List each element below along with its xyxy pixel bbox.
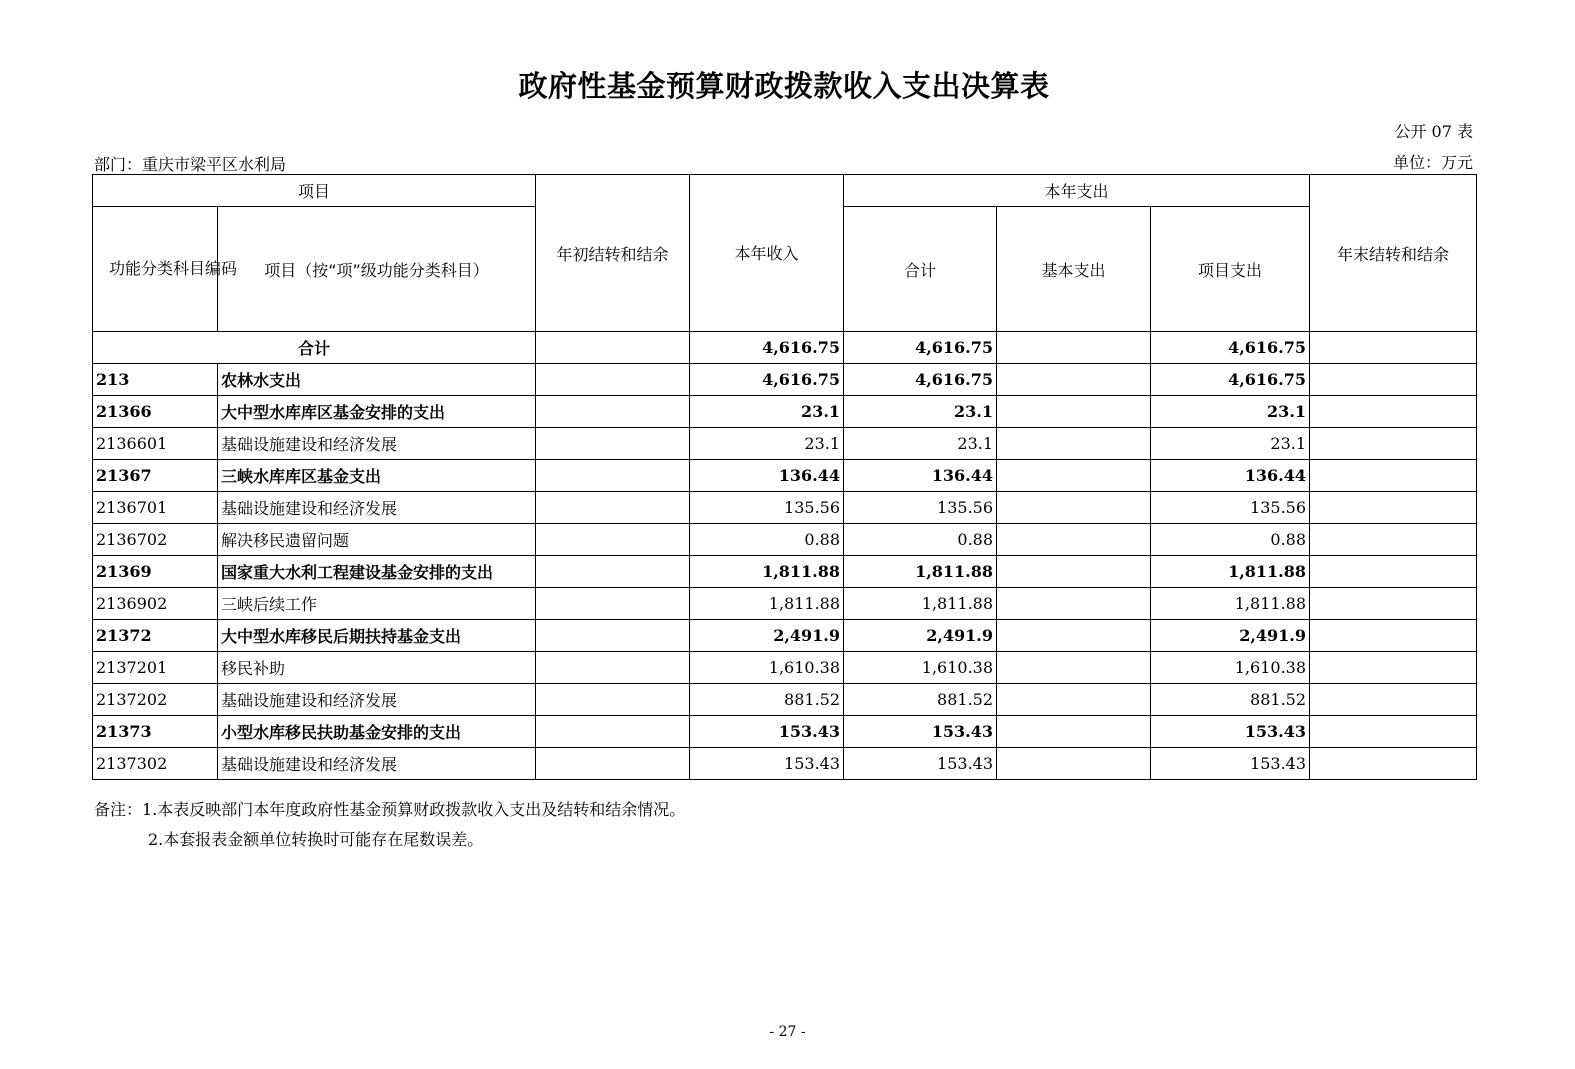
row-basic-expense — [997, 588, 1151, 620]
row-expense-total: 153.43 — [844, 748, 997, 780]
row-expense-total: 136.44 — [844, 460, 997, 492]
row-expense-total: 1,811.88 — [844, 588, 997, 620]
row-expense-total: 1,610.38 — [844, 652, 997, 684]
header-income: 本年收入 — [690, 175, 844, 332]
row-income: 1,811.88 — [690, 588, 844, 620]
row-code: 2136702 — [93, 524, 218, 556]
header-func-code: 功能分类科目编码 — [93, 207, 218, 332]
row-code: 2137201 — [93, 652, 218, 684]
row-name: 基础设施建设和经济发展 — [218, 684, 536, 716]
row-income: 1,811.88 — [690, 556, 844, 588]
row-project-expense: 1,811.88 — [1151, 588, 1310, 620]
row-name: 三峡后续工作 — [218, 588, 536, 620]
row-income: 135.56 — [690, 492, 844, 524]
row-expense-total: 2,491.9 — [844, 620, 997, 652]
row-code: 2136701 — [93, 492, 218, 524]
row-project-expense: 2,491.9 — [1151, 620, 1310, 652]
total-row — [93, 332, 1477, 364]
fund-budget-table — [92, 174, 1477, 780]
row-name: 大中型水库移民后期扶持基金支出 — [218, 620, 536, 652]
row-basic-expense — [997, 620, 1151, 652]
table-row — [93, 364, 1477, 396]
row-name: 移民补助 — [218, 652, 536, 684]
note-2: 2.本套报表金额单位转换时可能存在尾数误差。 — [148, 830, 484, 849]
row-basic-expense — [997, 524, 1151, 556]
row-income: 2,491.9 — [690, 620, 844, 652]
form-number: 公开 07 表 — [1394, 122, 1473, 141]
row-end-balance — [1310, 556, 1477, 588]
row-code: 21367 — [93, 460, 218, 492]
row-project-expense: 4,616.75 — [1151, 364, 1310, 396]
row-basic-expense — [997, 652, 1151, 684]
table-row — [93, 492, 1477, 524]
total-begin-balance — [536, 332, 690, 364]
row-project-expense: 153.43 — [1151, 716, 1310, 748]
header-end-balance: 年末结转和结余 — [1310, 175, 1477, 332]
row-name: 国家重大水利工程建设基金安排的支出 — [218, 556, 536, 588]
row-code: 2136601 — [93, 428, 218, 460]
row-code: 21372 — [93, 620, 218, 652]
unit-label: 单位：万元 — [1392, 153, 1473, 172]
total-end-balance — [1310, 332, 1477, 364]
header-expense-total: 合计 — [844, 207, 997, 332]
row-begin-balance — [536, 428, 690, 460]
row-basic-expense — [997, 460, 1151, 492]
row-code: 2137202 — [93, 684, 218, 716]
row-name: 基础设施建设和经济发展 — [218, 428, 536, 460]
table-row — [93, 524, 1477, 556]
row-begin-balance — [536, 556, 690, 588]
row-project-expense: 135.56 — [1151, 492, 1310, 524]
row-begin-balance — [536, 620, 690, 652]
row-end-balance — [1310, 652, 1477, 684]
row-basic-expense — [997, 492, 1151, 524]
row-end-balance — [1310, 460, 1477, 492]
row-code: 21366 — [93, 396, 218, 428]
row-begin-balance — [536, 748, 690, 780]
row-name: 大中型水库库区基金安排的支出 — [218, 396, 536, 428]
row-expense-total: 23.1 — [844, 428, 997, 460]
row-income: 153.43 — [690, 748, 844, 780]
row-name: 解决移民遗留问题 — [218, 524, 536, 556]
total-project-expense: 4,616.75 — [1151, 332, 1310, 364]
row-end-balance — [1310, 524, 1477, 556]
row-end-balance — [1310, 748, 1477, 780]
row-expense-total: 881.52 — [844, 684, 997, 716]
row-code: 2136902 — [93, 588, 218, 620]
row-code: 21373 — [93, 716, 218, 748]
row-begin-balance — [536, 396, 690, 428]
row-name: 基础设施建设和经济发展 — [218, 492, 536, 524]
row-expense-total: 153.43 — [844, 716, 997, 748]
row-begin-balance — [536, 684, 690, 716]
row-basic-expense — [997, 428, 1151, 460]
row-income: 4,616.75 — [690, 364, 844, 396]
row-expense-total: 0.88 — [844, 524, 997, 556]
row-begin-balance — [536, 492, 690, 524]
table-row — [93, 684, 1477, 716]
row-begin-balance — [536, 652, 690, 684]
row-code: 21369 — [93, 556, 218, 588]
row-basic-expense — [997, 396, 1151, 428]
row-begin-balance — [536, 588, 690, 620]
row-project-expense: 23.1 — [1151, 396, 1310, 428]
header-begin-balance: 年初结转和结余 — [536, 175, 690, 332]
row-end-balance — [1310, 620, 1477, 652]
row-project-expense: 881.52 — [1151, 684, 1310, 716]
row-project-expense: 1,610.38 — [1151, 652, 1310, 684]
row-expense-total: 4,616.75 — [844, 364, 997, 396]
row-begin-balance — [536, 524, 690, 556]
row-project-expense: 153.43 — [1151, 748, 1310, 780]
row-project-expense: 136.44 — [1151, 460, 1310, 492]
row-end-balance — [1310, 492, 1477, 524]
row-end-balance — [1310, 428, 1477, 460]
row-income: 23.1 — [690, 396, 844, 428]
page-title: 政府性基金预算财政拨款收入支出决算表 — [518, 69, 1050, 103]
table-row — [93, 588, 1477, 620]
total-expense-total: 4,616.75 — [844, 332, 997, 364]
row-end-balance — [1310, 716, 1477, 748]
table-row — [93, 428, 1477, 460]
row-project-expense: 23.1 — [1151, 428, 1310, 460]
row-name: 小型水库移民扶助基金安排的支出 — [218, 716, 536, 748]
page-number: - 27 - — [769, 1024, 806, 1040]
row-basic-expense — [997, 716, 1151, 748]
row-basic-expense — [997, 684, 1151, 716]
row-begin-balance — [536, 716, 690, 748]
row-income: 153.43 — [690, 716, 844, 748]
header-func-name: 项目（按“项”级功能分类科目） — [218, 207, 536, 332]
row-income: 881.52 — [690, 684, 844, 716]
row-name: 三峡水库库区基金支出 — [218, 460, 536, 492]
row-basic-expense — [997, 748, 1151, 780]
row-begin-balance — [536, 364, 690, 396]
row-name: 农林水支出 — [218, 364, 536, 396]
header-project: 项目 — [93, 175, 536, 207]
row-income: 1,610.38 — [690, 652, 844, 684]
table-row — [93, 748, 1477, 780]
row-project-expense: 0.88 — [1151, 524, 1310, 556]
row-end-balance — [1310, 588, 1477, 620]
total-label: 合计 — [93, 332, 536, 364]
header-project-expense: 项目支出 — [1151, 207, 1310, 332]
total-income: 4,616.75 — [690, 332, 844, 364]
table-row — [93, 460, 1477, 492]
table-row — [93, 716, 1477, 748]
row-expense-total: 135.56 — [844, 492, 997, 524]
row-begin-balance — [536, 460, 690, 492]
row-end-balance — [1310, 396, 1477, 428]
row-basic-expense — [997, 556, 1151, 588]
row-project-expense: 1,811.88 — [1151, 556, 1310, 588]
note-1: 备注：1.本表反映部门本年度政府性基金预算财政拨款收入支出及结转和结余情况。 — [94, 800, 686, 819]
row-income: 23.1 — [690, 428, 844, 460]
department-label: 部门：重庆市梁平区水利局 — [94, 155, 287, 174]
table-row — [93, 620, 1477, 652]
table-row — [93, 556, 1477, 588]
row-name: 基础设施建设和经济发展 — [218, 748, 536, 780]
row-end-balance — [1310, 364, 1477, 396]
row-income: 136.44 — [690, 460, 844, 492]
row-expense-total: 1,811.88 — [844, 556, 997, 588]
row-code: 2137302 — [93, 748, 218, 780]
row-end-balance — [1310, 684, 1477, 716]
header-basic-expense: 基本支出 — [997, 207, 1151, 332]
total-basic-expense — [997, 332, 1151, 364]
row-income: 0.88 — [690, 524, 844, 556]
header-expense: 本年支出 — [844, 175, 1310, 207]
table-row — [93, 396, 1477, 428]
table-row — [93, 652, 1477, 684]
row-expense-total: 23.1 — [844, 396, 997, 428]
row-code: 213 — [93, 364, 218, 396]
row-basic-expense — [997, 364, 1151, 396]
